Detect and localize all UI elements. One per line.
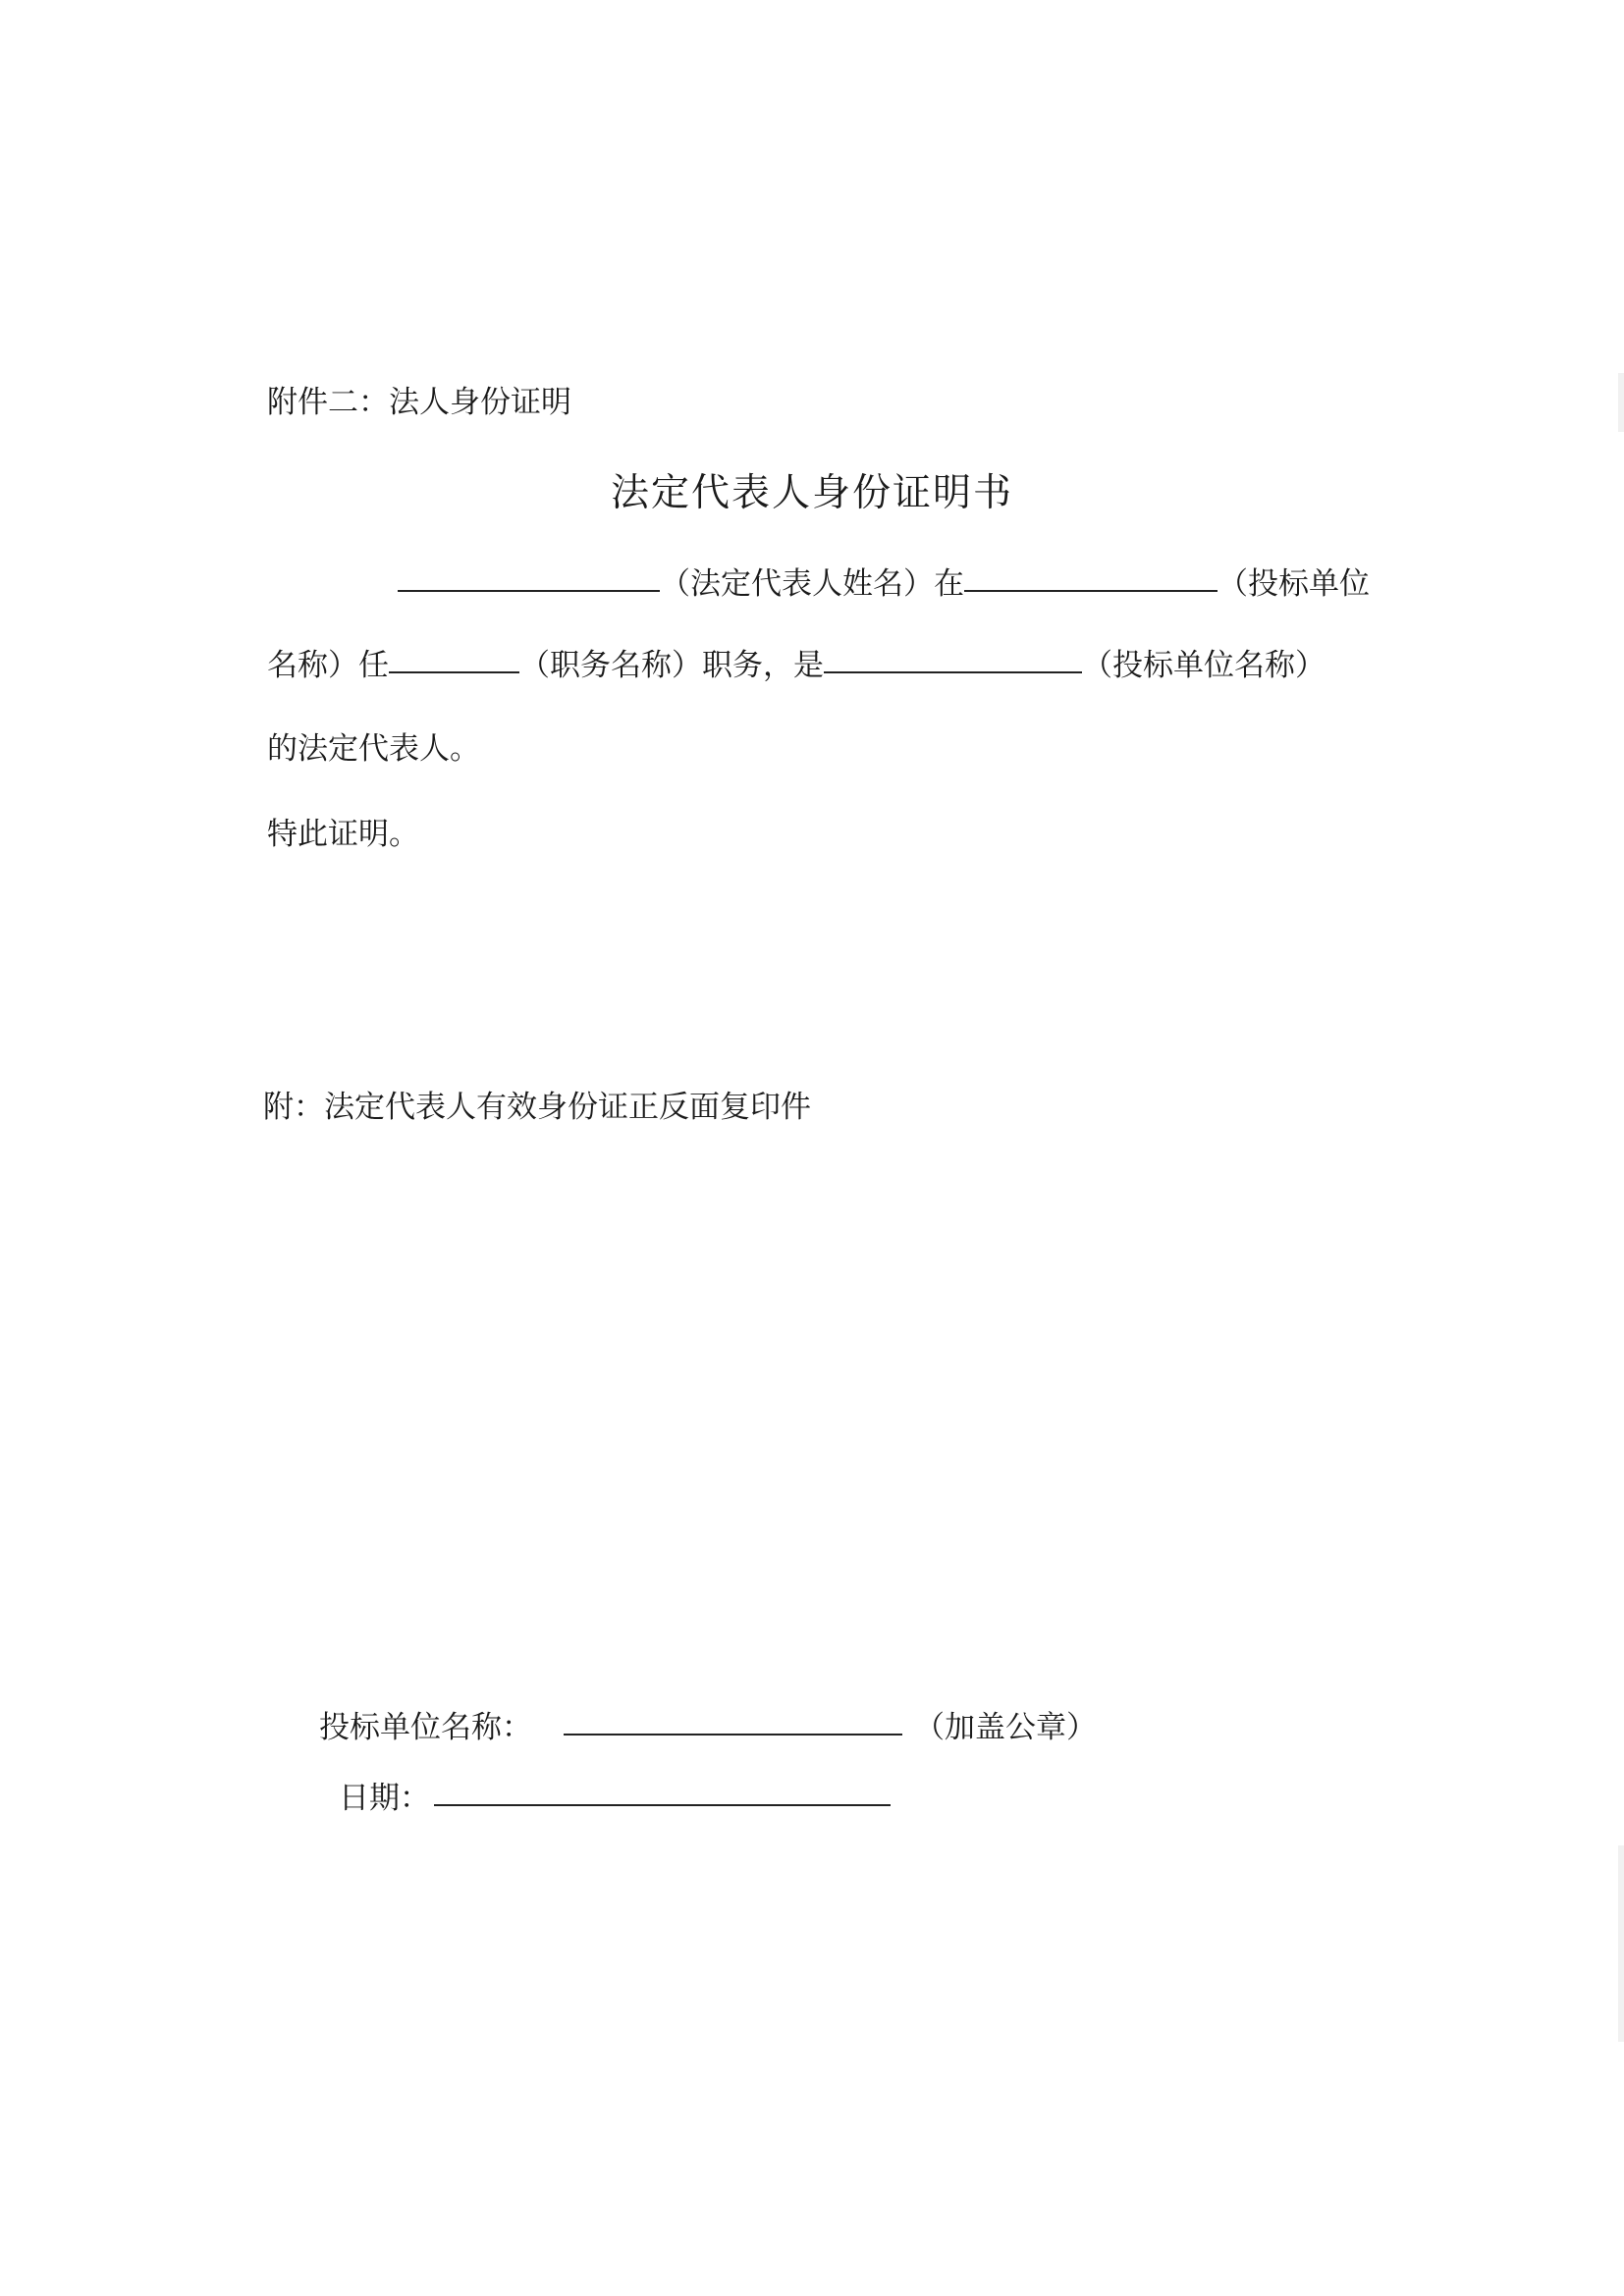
paragraph-line-3: 的法定代表人。 — [267, 731, 480, 767]
bidder-unit-blank-1[interactable] — [964, 590, 1218, 592]
name-hint: （法定代表人姓名）在 — [660, 566, 964, 602]
unit-name-blank[interactable] — [564, 1734, 902, 1735]
attachment-label: 附件二：法人身份证明 — [267, 385, 571, 420]
certify-statement: 特此证明。 — [267, 817, 419, 852]
attachment-note: 附：法定代表人有效身份证正反面复印件 — [263, 1090, 811, 1125]
scan-edge-mark-bottom — [1618, 1845, 1624, 2042]
position-hint: （职务名称）职务，是 — [519, 648, 824, 683]
signature-unit-row — [319, 1708, 1097, 1747]
stamp-hint: （加盖公章） — [914, 1710, 1097, 1745]
position-blank[interactable] — [389, 671, 519, 673]
unit-name-label: 投标单位名称： — [319, 1710, 532, 1745]
unit-hint-1: （投标单位 — [1218, 566, 1370, 602]
paragraph-line-2 — [267, 646, 1326, 685]
unit-hint-end: 名称）任 — [267, 648, 389, 683]
unit-hint-2: （投标单位名称） — [1082, 648, 1326, 683]
date-blank[interactable] — [434, 1804, 891, 1806]
bidder-unit-blank-2[interactable] — [824, 671, 1082, 673]
paragraph-line-1 — [398, 564, 1370, 604]
certificate-title: 法定代表人身份证明书 — [610, 471, 1013, 515]
scan-edge-mark-top — [1618, 373, 1624, 432]
legal-representative-name-blank[interactable] — [398, 590, 660, 592]
signature-date-row — [339, 1779, 891, 1818]
date-label: 日期： — [339, 1781, 430, 1816]
